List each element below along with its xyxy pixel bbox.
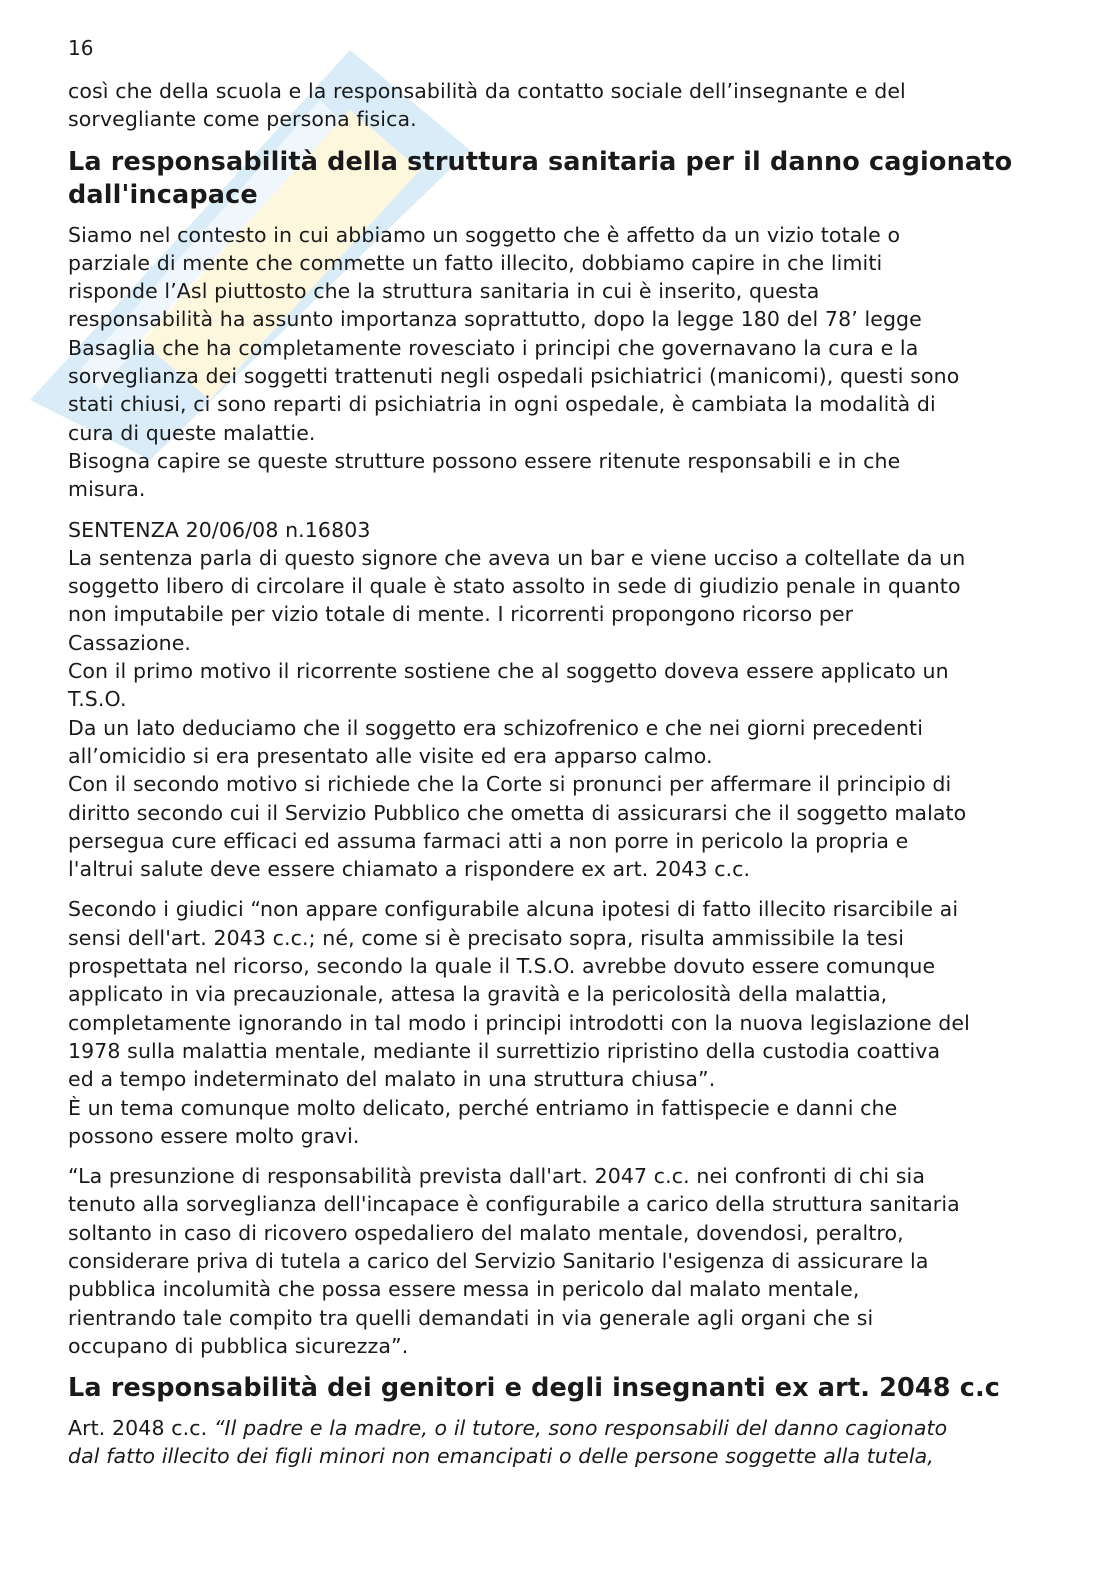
text-line [68,1414,1053,1442]
text-line: completamente ignorando in tal modo i principi introdotti con la nuova legislazione del [68,1010,970,1035]
paragraph-art-2048 [68,1414,1053,1471]
text-line: Con il secondo motivo si richiede che la Corte si pronunci per affermare il principio di [68,772,952,797]
text-line: 1978 sulla malattia mentale, mediante il surrettizio ripristino della custodia coattiva [68,1038,941,1063]
text-line: all’omicidio si era presentato alle visite ed era apparso calmo. [68,743,713,768]
text-line: Cassazione. [68,630,192,655]
text-line: possono essere molto gravi. [68,1123,360,1148]
text-line: parziale di mente che commette un fatto illecito, dobbiamo capire in che limiti [68,250,883,275]
article-quote: dal fatto illecito dei figli minori non emancipati o delle persone soggette alla tutela, [68,1444,934,1469]
text-line: Basaglia che ha completamente rovesciato i principi che governavano la cura e la [68,335,919,360]
text-line: considerare priva di tutela a carico del Servizio Sanitario l'esigenza di assicurare la [68,1248,929,1273]
text-line: cura di queste malattie. [68,420,316,445]
paragraph-presunzione [68,1162,1053,1360]
text-line [68,1442,1053,1470]
paragraph-giudici [68,895,1053,1150]
text-line: “La presunzione di responsabilità prevista dall'art. 2047 c.c. nei confronti di chi sia [68,1164,925,1189]
text-line: misura. [68,477,146,502]
text-line: T.S.O. [68,687,127,712]
article-reference: Art. 2048 c.c. [68,1416,214,1441]
text-line: soggetto libero di circolare il quale è stato assolto in sede di giudizio penale in quanto [68,574,961,599]
article-quote: “Il padre e la madre, o il tutore, sono responsabili del danno cagionato [213,1416,948,1441]
text-line: sensi dell'art. 2043 c.c.; né, come si è precisato sopra, risulta ammissibile la tesi [68,925,905,950]
text-line: l'altrui salute deve essere chiamato a rispondere ex art. 2043 c.c. [68,857,751,882]
text-line: applicato in via precauzionale, attesa la gravità e la pericolosità della malattia, [68,982,888,1007]
heading-line: dall'incapace [68,179,258,210]
text-line: La sentenza parla di questo signore che aveva un bar e viene ucciso a coltellate da un [68,545,966,570]
text-line: ed a tempo indeterminato del malato in una struttura chiusa”. [68,1067,716,1092]
text-line: non imputabile per vizio totale di mente. I ricorrenti propongono ricorso per [68,602,854,627]
text-line: occupano di pubblica sicurezza”. [68,1333,409,1358]
text-line: sorveglianza dei soggetti trattenuti negli ospedali psichiatrici (manicomi), questi sono [68,364,960,389]
heading-line: La responsabilità della struttura sanitaria per il danno cagionato [68,146,1013,177]
text-line: così che della scuola e la responsabilità da contatto sociale dell’insegnante e del [68,79,906,103]
text-line: sorvegliante come persona fisica. [68,107,417,132]
text-line: Secondo i giudici “non appare configurabile alcuna ipotesi di fatto illecito risarcibile ai [68,897,959,922]
text-line: persegua cure efficaci ed assuma farmaci atti a non porre in pericolo la propria e [68,828,909,853]
text-line: pubblica incolumità che possa essere messa in pericolo dal malato mentale, [68,1277,860,1302]
text-line: rientrando tale compito tra quelli demandati in via generale agli organi che si [68,1305,874,1330]
text-line: diritto secondo cui il Servizio Pubblico che ometta di assicurarsi che il soggetto malato [68,800,967,825]
text-line: risponde l’Asl piuttosto che la struttura sanitaria in cui è inserito, questa [68,279,820,304]
text-line: SENTENZA 20/06/08 n.16803 [68,517,371,542]
intro-paragraph [68,77,1053,134]
paragraph-sentenza [68,516,1053,884]
page-number: 16 [68,36,94,60]
text-line: stati chiusi, ci sono reparti di psichiatria in ogni ospedale, è cambiata la modalità di [68,392,936,417]
text-line: responsabilità ha assunto importanza soprattutto, dopo la legge 180 del 78’ legge [68,307,922,332]
heading-line: La responsabilità dei genitori e degli insegnanti ex art. 2048 c.c [68,1373,1001,1404]
text-line: Da un lato deduciamo che il soggetto era schizofrenico e che nei giorni precedenti [68,715,923,740]
section-heading-struttura-sanitaria [68,146,1053,212]
text-line: tenuto alla sorveglianza dell'incapace è configurabile a carico della struttura sanitaria [68,1192,960,1217]
section-heading-genitori-insegnanti [68,1372,1053,1405]
text-line: soltanto in caso di ricovero ospedaliero del malato mentale, dovendosi, peraltro, [68,1220,904,1245]
text-line: Con il primo motivo il ricorrente sostiene che al soggetto doveva essere applicato un [68,659,949,684]
document-page [68,34,1053,1483]
text-line: Bisogna capire se queste strutture possono essere ritenute responsabili e in che [68,448,901,473]
text-line: Siamo nel contesto in cui abbiamo un soggetto che è affetto da un vizio totale o [68,222,901,247]
text-line: È un tema comunque molto delicato, perché entriamo in fattispecie e danni che [68,1095,898,1120]
text-line: prospettata nel ricorso, secondo la quale il T.S.O. avrebbe dovuto essere comunque [68,954,936,979]
paragraph-context [68,221,1053,504]
